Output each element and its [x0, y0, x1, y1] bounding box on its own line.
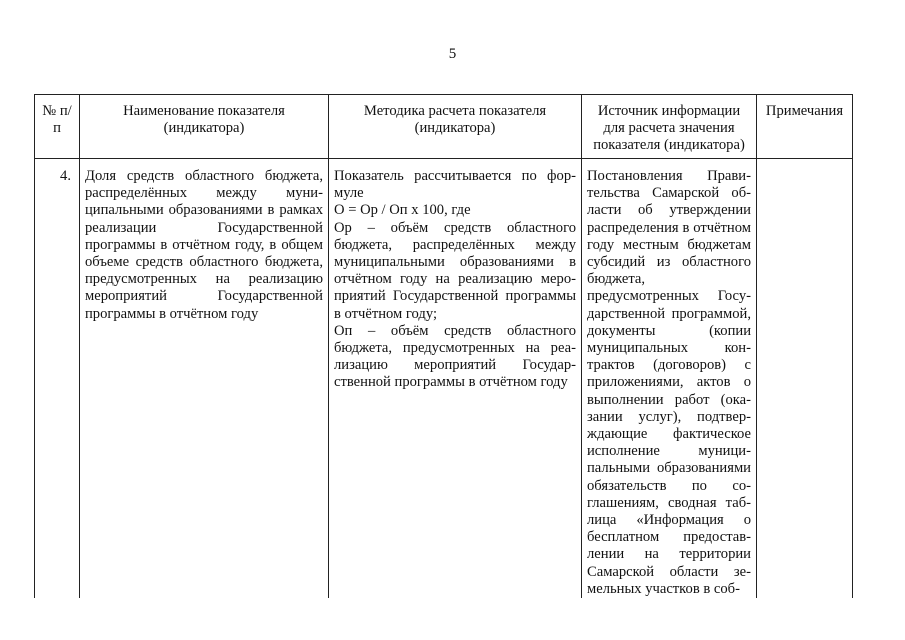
header-num: № п/п	[35, 95, 80, 159]
row-notes	[757, 159, 853, 599]
page-number: 5	[448, 46, 457, 62]
row-num: 4.	[35, 159, 80, 599]
row-calculation-method	[329, 159, 582, 599]
row-information-source	[582, 159, 757, 599]
table-header-row	[35, 95, 853, 159]
header-notes: Примечания	[757, 95, 853, 159]
indicator-table	[34, 94, 853, 598]
header-information-source: Источник информации для расчета значения показателя (индикатора)	[582, 95, 757, 159]
indicator-name-text: Доля средств областного бюджета, распределённых между муниципальными образованиями в рамках реализации Государственной программы в отчётном году, в общем объеме средств областного бюджета, предусмотренных на реализацию мероприятий Государственной программы в отчётном году	[85, 168, 323, 322]
information-source-text: Постановления Правительства Самарской области об утверждении распределения в отчётном году местным бюджетам субсидий из областного бюджета, предусмотренных Государственной программой, документы (копии муниципальных контрактов (договоров) с приложениями, актов о выполнении работ (оказании услуг), подтверждающие фактическое исполнение муниципальными образованиями обязательств по соглашениям, сводная таблица «Информация о бесплатном предоставлении на территории Самарской области земельных участков в соб-	[587, 168, 751, 597]
method-line-on: Оп – объём средств областного бюджета, предусмотренных на реализацию мероприятий Государственной программы в отчётном году	[334, 322, 576, 391]
row-indicator-name	[80, 159, 329, 599]
method-line-op: Ор – объём средств областного бюджета, распределённых между муниципальными образованиями в отчётном году на реализацию мероприятий Государственной программы в отчётном году;	[334, 219, 576, 322]
header-indicator-name: Наименование показателя (индикатора)	[80, 95, 329, 159]
method-line-intro: Показатель рассчитывается по формуле	[334, 168, 576, 202]
table-row	[35, 159, 853, 599]
header-calculation-method: Методика расчета показателя (индикатора)	[329, 95, 582, 159]
method-line-formula: О = Ор / Оп х 100, где	[334, 202, 471, 219]
